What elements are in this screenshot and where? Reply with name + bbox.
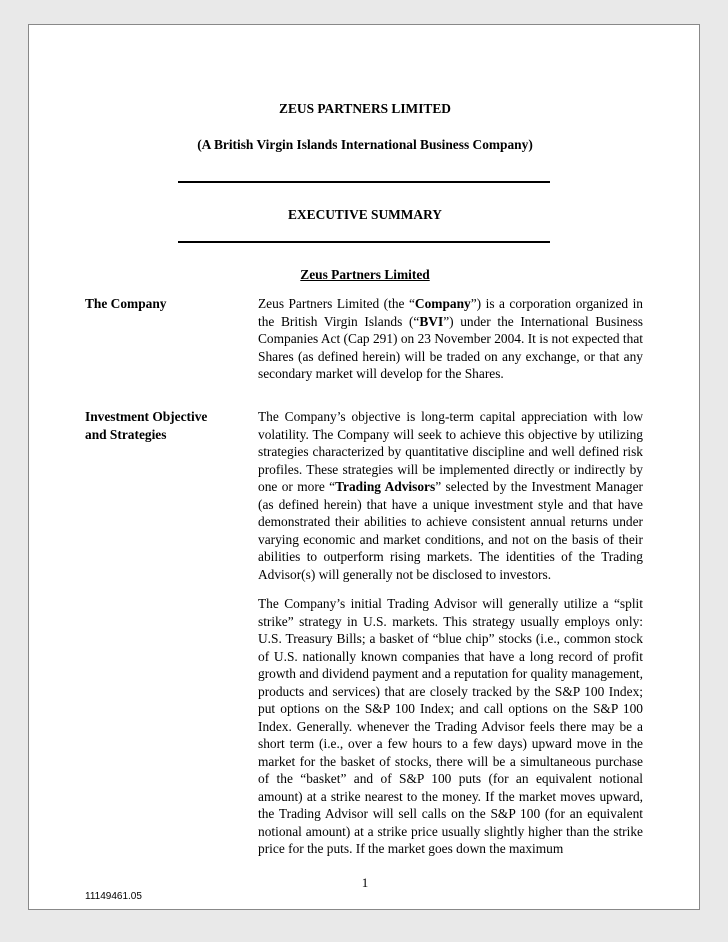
text-run: The Company’s objective is long-term capital appreciation with low volatility. The Company will seek to achieve this objective by utilizing strategies characterized by quantitative discipline and well defined risk profiles. These strategies will be implemented directly or indirectly by one or more “ xyxy=(258,409,643,494)
text-run: The Company’s initial Trading Advisor will generally utilize a “split strike” strategy in U.S. markets. This strategy usually employs only: U.S. Treasury Bills; a basket of “blue chip” stocks (i.e., common stock of U.S. nationally known companies that have a long record of profit growth and dividend payment and a reputation for quality management, products and services) that are closely tracked by the S&P 100 Index; put options on the S&P 100 Index; and call options on the S&P 100 Index. Generally. whenever the Trading Advisor feels there may be a short term (i.e., over a few hours to a few days) upward move in the market for the basket of stocks, there will be a simultaneous purchase of the “basket” and of S&P 100 puts (for an equivalent notional amount) at a strike nearest to the money. If the market moves upward, the Trading Advisor will sell calls on the S&P 100 (for an equivalent notional amount) at a strike price usually slightly higher than the strike price for the puts. If the market goes down the maximum xyxy=(258,596,643,856)
section-heading: EXECUTIVE SUMMARY xyxy=(288,207,442,222)
paragraph xyxy=(258,295,643,383)
document-subtitle: (A British Virgin Islands International Business Company) xyxy=(197,137,533,152)
section-label xyxy=(85,295,255,313)
paragraph xyxy=(258,408,643,583)
text-run: ”) is a corporation organized in the British Virgin Islands (“ xyxy=(258,296,644,329)
entity-heading: Zeus Partners Limited xyxy=(300,267,430,282)
section-body xyxy=(258,408,643,870)
text-run: ”) under the International Business Companies Act (Cap 291) on 23 November 2004. It is not expected that Shares (as defined herein) will be traded on any exchange, or that any secondary market will develop for the Shares. xyxy=(258,313,643,381)
text-run: ” selected by the Investment Manager (as defined herein) that have a unique investment style and that have demonstrated their abilities to achieve consistent annual returns under varying economic and market conditions, and not on the basis of their abilities to outperform rising markets. The identities of the Trading Advisor(s) will generally not be disclosed to investors. xyxy=(258,479,643,582)
section-body xyxy=(258,295,643,395)
divider-bottom xyxy=(178,241,550,243)
defined-term: Company xyxy=(414,296,471,311)
page-number: 1 xyxy=(361,875,369,890)
defined-term: BVI xyxy=(419,313,444,329)
defined-term: Trading Advisors xyxy=(335,479,436,494)
document-id: 11149461.05 xyxy=(85,891,142,902)
section-label-line: The Company xyxy=(85,296,167,311)
text-run: Zeus Partners Limited (the “ xyxy=(258,296,415,311)
document-page xyxy=(28,24,700,910)
section-label xyxy=(85,408,255,443)
divider-top xyxy=(178,181,550,183)
document-title: ZEUS PARTNERS LIMITED xyxy=(279,101,451,116)
section-label-line: Investment Objective xyxy=(85,409,208,424)
paragraph xyxy=(258,595,643,858)
section-label-line: and Strategies xyxy=(85,426,167,442)
